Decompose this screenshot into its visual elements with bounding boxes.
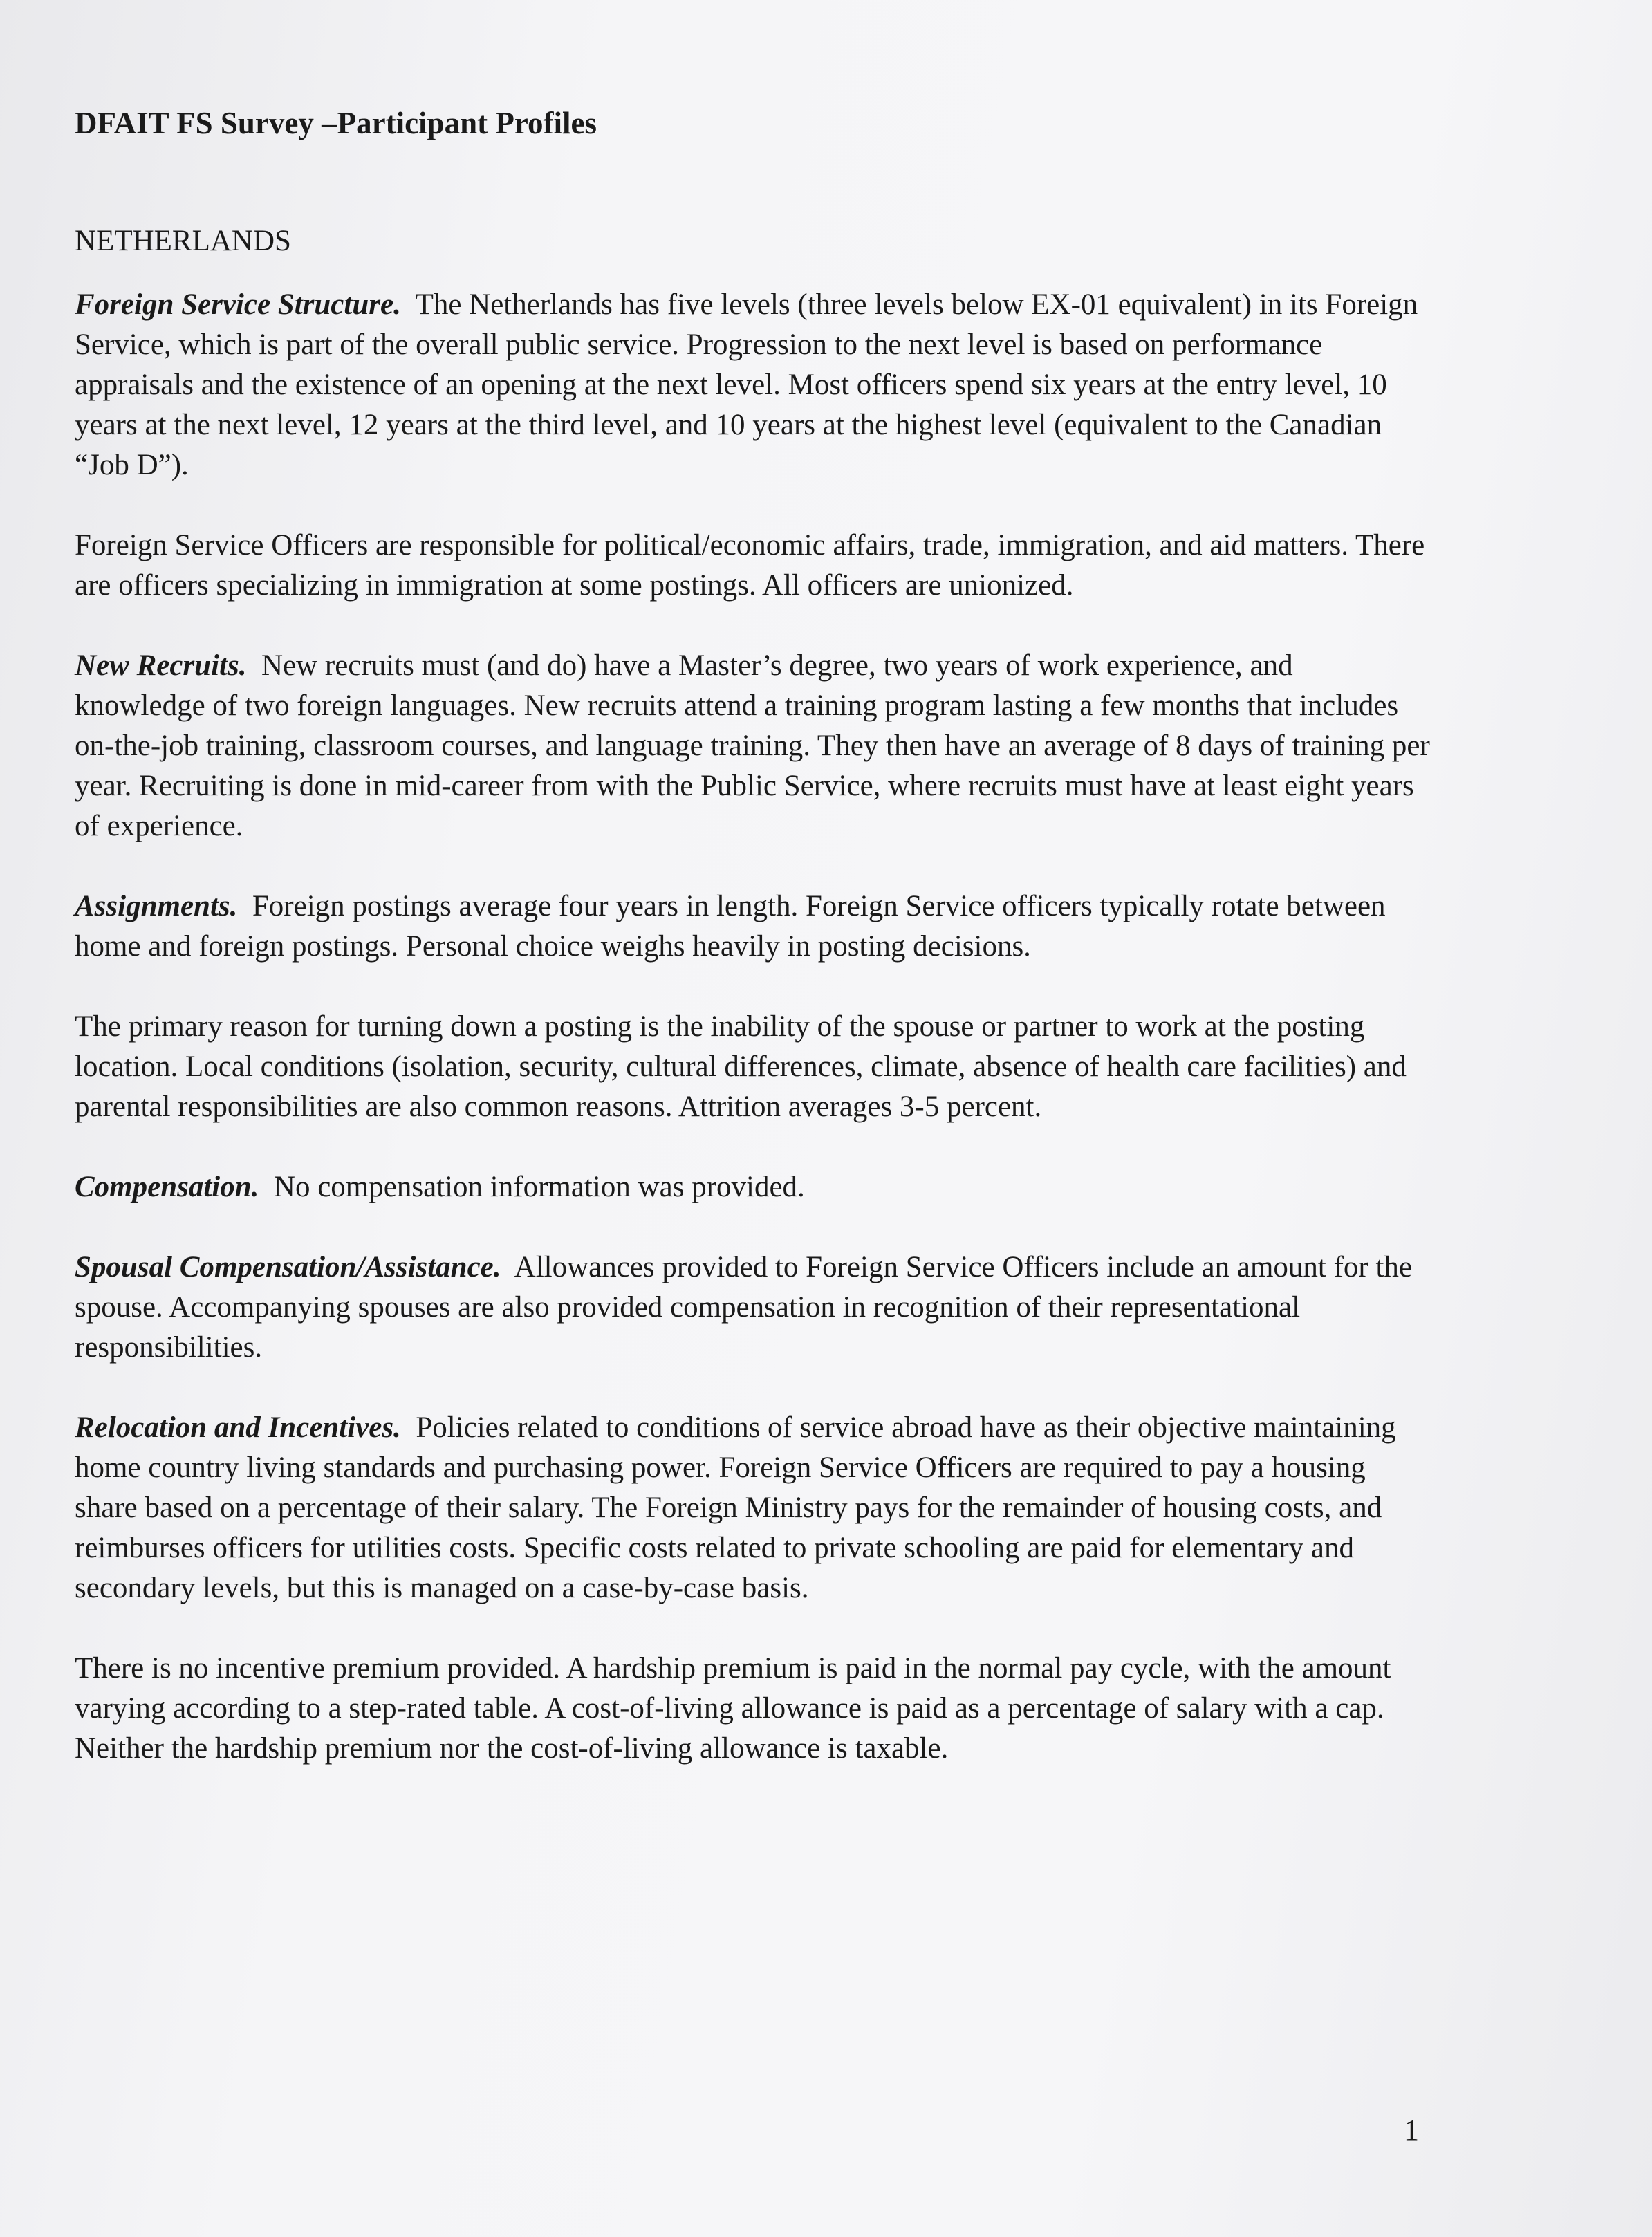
country-heading: NETHERLANDS [75,225,291,257]
page-number: 1 [1404,2113,1419,2147]
section-label: Assignments. [75,890,238,922]
section-text: No compensation information was provided. [273,1171,805,1203]
section-label: New Recruits. [75,649,247,682]
page-content [75,102,1430,1809]
paragraph-posting-refusal [75,1007,1430,1127]
paragraph-foreign-service-structure [75,285,1430,485]
section-label: Foreign Service Structure. [75,288,401,321]
section-text: The primary reason for turning down a posting is the inability of the spouse or partner to work at the posting location. Local conditions (isolation, security, cultural differences, climate, absence of health care facilities) and parental responsibilities are also common reasons. Attrition averages 3-5 percent. [75,1010,1407,1123]
section-label: Spousal Compensation/Assistance. [75,1251,501,1283]
section-label: Compensation. [75,1171,259,1203]
section-text: There is no incentive premium provided. A hardship premium is paid in the normal pay cycle, with the amount varying according to a step-rated table. A cost-of-living allowance is paid as a percentage of salary with a cap. Neither the hardship premium nor the cost-of-living allowance is taxable. [75,1652,1391,1765]
section-text: Allowances provided to Foreign Service Officers include an amount for the spouse. Accompanying spouses are also provided compensation in recognition of their representational responsibilities. [75,1251,1413,1364]
paragraph-hardship-premium [75,1649,1430,1769]
paragraph-new-recruits [75,646,1430,846]
paragraph-relocation-incentives [75,1408,1430,1608]
paragraph-assignments [75,887,1430,967]
section-text: New recruits must (and do) have a Master’s degree, two years of work experience, and knowledge of two foreign languages. New recruits attend a training program lasting a few months that includes on-the-job training, classroom courses, and language training. They then have an average of 8 days of training per year. Recruiting is done in mid-career from with the Public Service, where recruits must have at least eight years of experience. [75,649,1430,842]
section-text: The Netherlands has five levels (three levels below EX-01 equivalent) in its Foreign Service, which is part of the overall public service. Progression to the next level is based on performance appraisals and the existence of an opening at the next level. Most officers spend six years at the entry level, 10 years at the next level, 12 years at the third level, and 10 years at the highest level (equivalent to the Canadian “Job D”). [75,288,1418,481]
section-text: Foreign Service Officers are responsible for political/economic affairs, trade, immigration, and aid matters. There are officers specializing in immigration at some postings. All officers are unionized. [75,529,1425,602]
section-label: Relocation and Incentives. [75,1411,401,1444]
paragraph-officer-responsibilities [75,526,1430,606]
paragraph-spousal-compensation [75,1247,1430,1368]
paragraph-compensation [75,1167,1430,1207]
section-text: Policies related to conditions of service abroad have as their objective maintaining home country living standards and purchasing power. Foreign Service Officers are required to pay a housing share based on a percentage of their salary. The Foreign Ministry pays for the remainder of housing costs, and reimburses officers for utilities costs. Specific costs related to private schooling are paid for elementary and secondary levels, but this is managed on a case-by-case basis. [75,1411,1396,1604]
section-text: Foreign postings average four years in length. Foreign Service officers typically rotate between home and foreign postings. Personal choice weighs heavily in posting decisions. [75,890,1386,963]
document-title: DFAIT FS Survey –Participant Profiles [75,106,597,140]
